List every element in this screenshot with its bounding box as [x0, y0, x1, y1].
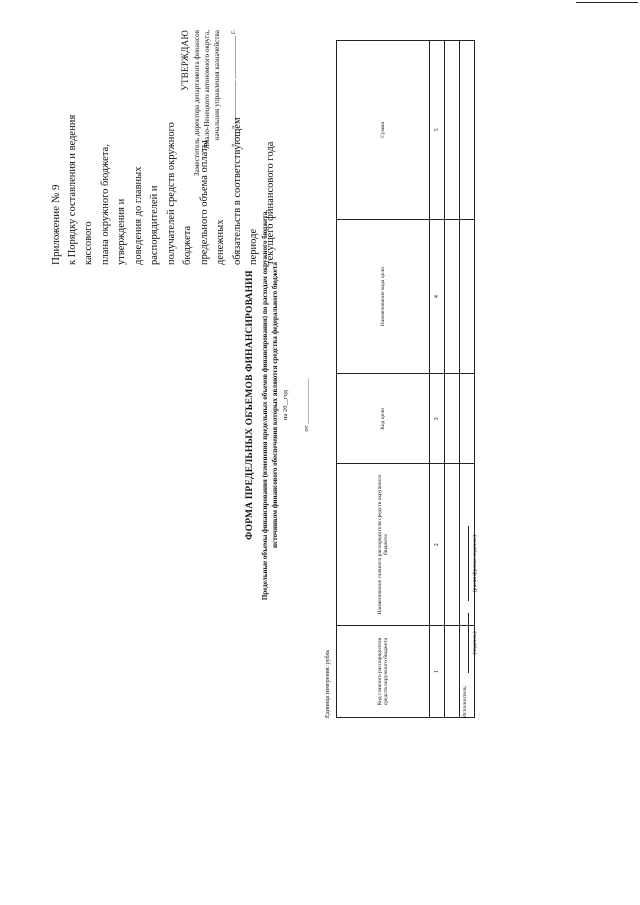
table-cell — [460, 219, 475, 374]
table-number-row — [430, 41, 445, 718]
table-header-cell: Наименование кода цели — [337, 219, 430, 374]
approval-title: УТВЕРЖДАЮ — [180, 30, 190, 91]
form-year-line: на 20__год — [282, 390, 289, 420]
signature-decode-line — [468, 526, 469, 601]
table-cell — [460, 41, 475, 220]
approval-line: Заместитель директора департамента финансов — [193, 30, 201, 176]
form-subtitle-line: Предельные объемы финансирования (изменения предельных объемов финансирования) по расходам окружного бюджета, — [261, 209, 269, 601]
unit-of-measure: Единица измерения: рубль — [325, 649, 331, 718]
annex-number: Приложение № 9 — [50, 184, 62, 265]
table-header-cell: Код цели — [337, 374, 430, 464]
table-cell — [445, 626, 460, 718]
table-cell — [445, 219, 460, 374]
table-row — [445, 41, 460, 718]
approval-date-line: «____» ____________ ____________ г. — [229, 30, 237, 148]
table-header-cell: Сумма — [337, 41, 430, 220]
table-cell — [445, 374, 460, 464]
column-number: 3 — [430, 374, 445, 464]
financing-table — [336, 40, 475, 718]
annex-line: получателей средств окружного бюджета — [165, 122, 193, 265]
signature-decode-caption: (расшифровка подписи) — [472, 534, 478, 593]
approval-block — [180, 30, 238, 265]
annex-line: предельного объема оплаты денежных — [198, 140, 226, 265]
column-number: 1 — [430, 626, 445, 718]
annex-line: к Порядку составления и ведения кассового — [66, 114, 94, 265]
form-from-line: от ______________ — [303, 378, 310, 432]
table-header-cell: Код главного распорядителя средств окружного бюджета — [337, 626, 430, 718]
column-number: 5 — [430, 41, 445, 220]
column-number: 4 — [430, 219, 445, 374]
table-cell — [445, 41, 460, 220]
annex-line: доведения до главных распорядителей и — [132, 166, 160, 265]
signature-line — [468, 613, 469, 673]
form-subtitle-line: источником финансового обеспечения которых являются средства федерального бюджета — [271, 262, 279, 548]
approval-line: начальник управления казначейства — [213, 30, 221, 141]
annex-line: текущего финансового года — [264, 141, 276, 265]
form-subtitle — [260, 25, 280, 785]
signature-caption: (подпись) — [472, 631, 478, 655]
column-number: 2 — [430, 464, 445, 626]
table-header-cell: Наименование главного распорядителя средств окружного бюджета — [337, 464, 430, 626]
approval-line: Ямало-Ненецкого автономного округа, — [203, 30, 211, 149]
form-title: ФОРМА ПРЕДЕЛЬНЫХ ОБЪЕМОВ ФИНАНСИРОВАНИЯ — [245, 270, 255, 540]
table-cell — [460, 374, 475, 464]
table-header-row — [337, 41, 430, 718]
annex-line: обязательств в соответствующем периоде — [231, 117, 259, 265]
table-cell — [445, 464, 460, 626]
annex-line: плана окружного бюджета, утверждения и — [99, 144, 127, 265]
signature-label: Исполнитель: — [462, 685, 468, 718]
